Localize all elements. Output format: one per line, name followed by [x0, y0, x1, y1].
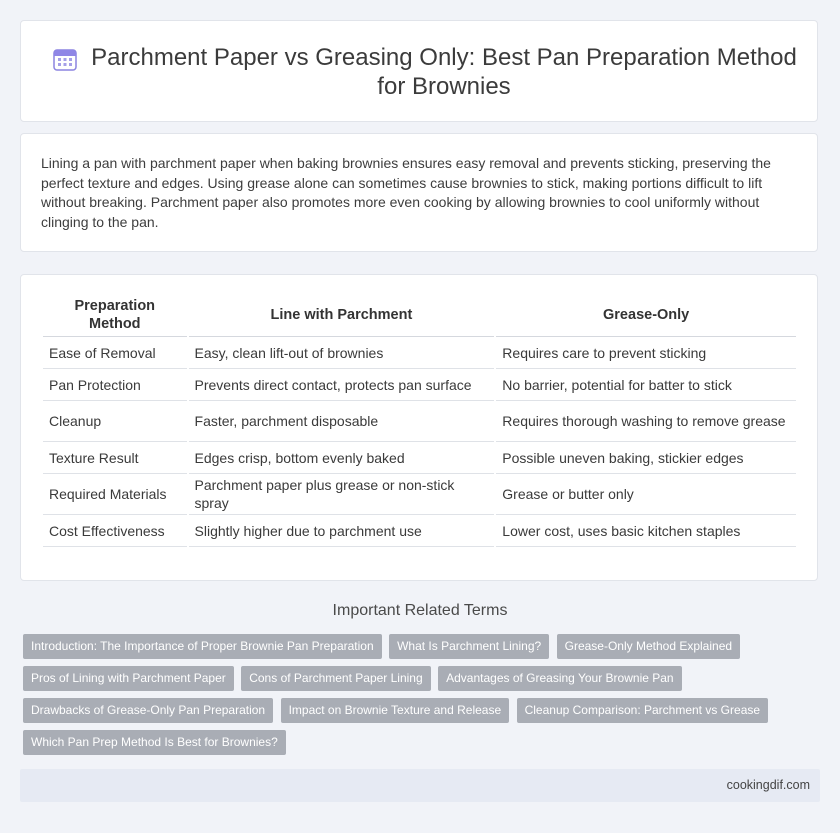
row-label: Ease of Removal	[43, 337, 187, 369]
related-term-tag[interactable]: Cons of Parchment Paper Lining	[241, 666, 430, 691]
parchment-cell: Faster, parchment disposable	[189, 401, 495, 442]
table-row	[43, 337, 796, 369]
related-term-tag[interactable]: Impact on Brownie Texture and Release	[281, 698, 510, 723]
grease-cell: No barrier, potential for batter to stick	[496, 369, 796, 401]
grease-cell: Possible uneven baking, stickier edges	[496, 442, 796, 474]
related-term-tag[interactable]: Introduction: The Importance of Proper Brownie Pan Preparation	[23, 634, 382, 659]
title-card	[20, 20, 818, 122]
table-row	[43, 474, 796, 515]
parchment-cell: Easy, clean lift-out of brownies	[189, 337, 495, 369]
row-label: Cleanup	[43, 401, 187, 442]
parchment-cell: Parchment paper plus grease or non-stick spray	[189, 474, 495, 515]
footer-bar	[20, 769, 820, 802]
row-label: Texture Result	[43, 442, 187, 474]
intro-card	[20, 133, 818, 252]
parchment-cell: Slightly higher due to parchment use	[189, 515, 495, 547]
row-label: Cost Effectiveness	[43, 515, 187, 547]
related-terms-list	[23, 634, 813, 762]
grease-cell: Lower cost, uses basic kitchen staples	[496, 515, 796, 547]
header-grease: Grease-Only	[496, 293, 796, 337]
related-term-tag[interactable]: Grease-Only Method Explained	[557, 634, 740, 659]
page-title: Parchment Paper vs Greasing Only: Best Pan Preparation Method for Brownies	[91, 44, 797, 100]
table-header-row	[43, 293, 796, 337]
parchment-cell: Prevents direct contact, protects pan surface	[189, 369, 495, 401]
related-term-tag[interactable]: What Is Parchment Lining?	[389, 634, 549, 659]
related-term-tag[interactable]: Cleanup Comparison: Parchment vs Grease	[517, 698, 768, 723]
comparison-table	[41, 293, 798, 547]
grease-cell: Requires care to prevent sticking	[496, 337, 796, 369]
comparison-table-card	[20, 274, 818, 581]
related-term-tag[interactable]: Which Pan Prep Method Is Best for Brownies?	[23, 730, 286, 755]
intro-paragraph: Lining a pan with parchment paper when baking brownies ensures easy removal and prevents sticking, preserving the perfect texture and edges. Using grease alone can sometimes cause brownies to stick, making portions difficult to lift without breaking. Parchment paper also promotes more even cooking by allowing brownies to cool uniformly without clinging to the pan.	[41, 155, 771, 230]
table-row	[43, 442, 796, 474]
row-label: Required Materials	[43, 474, 187, 515]
related-term-tag[interactable]: Drawbacks of Grease-Only Pan Preparation	[23, 698, 273, 723]
related-term-tag[interactable]: Pros of Lining with Parchment Paper	[23, 666, 234, 691]
site-credit[interactable]: cookingdif.com	[726, 778, 810, 792]
header-method: Preparation Method	[43, 293, 187, 337]
header-parchment: Line with Parchment	[189, 293, 495, 337]
grease-cell: Grease or butter only	[496, 474, 796, 515]
related-terms-heading: Important Related Terms	[332, 602, 508, 619]
parchment-cell: Edges crisp, bottom evenly baked	[189, 442, 495, 474]
table-row	[43, 401, 796, 442]
grease-cell: Requires thorough washing to remove grease	[496, 401, 796, 442]
table-row	[43, 369, 796, 401]
related-term-tag[interactable]: Advantages of Greasing Your Brownie Pan	[438, 666, 681, 691]
table-row	[43, 515, 796, 547]
row-label: Pan Protection	[43, 369, 187, 401]
